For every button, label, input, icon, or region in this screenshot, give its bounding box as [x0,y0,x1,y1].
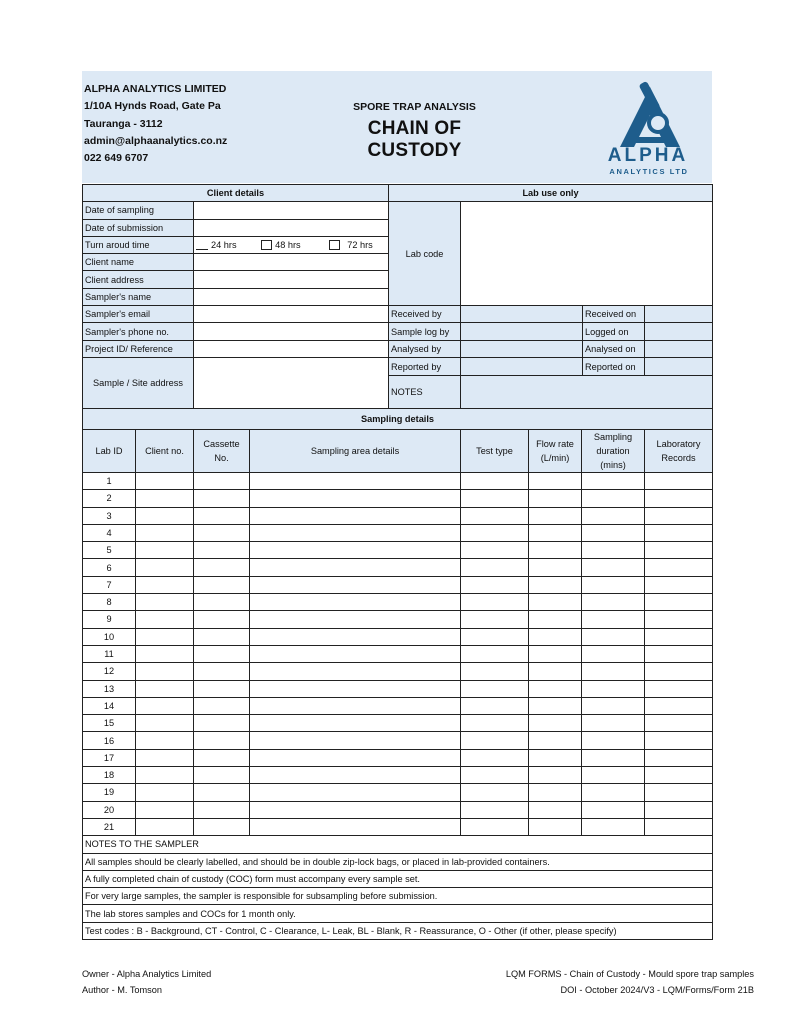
lab-id-cell: 3 [83,507,136,524]
client-no-cell[interactable] [136,680,194,697]
flow-rate-cell[interactable] [529,732,582,749]
client-no-cell[interactable] [136,767,194,784]
cassette-cell[interactable] [194,594,250,611]
turnaround-label: Turn aroud time [83,236,194,253]
sample-row [83,594,713,611]
cassette-cell[interactable] [194,576,250,593]
test-type-cell[interactable] [461,697,529,714]
lab-id-cell: 1 [83,472,136,489]
sample-row [83,507,713,524]
flow-rate-cell[interactable] [529,472,582,489]
duration-cell[interactable] [582,801,645,818]
flow-rate-cell[interactable] [529,767,582,784]
sample-row [83,576,713,593]
records-cell[interactable] [645,594,713,611]
project-ref-label: Project ID/ Reference [83,340,194,357]
cassette-cell[interactable] [194,715,250,732]
test-type-cell[interactable] [461,818,529,835]
client-no-cell[interactable] [136,524,194,541]
sample-row [83,715,713,732]
test-type-cell[interactable] [461,628,529,645]
area-cell[interactable] [250,576,461,593]
duration-cell[interactable] [582,542,645,559]
sample-row [83,784,713,801]
lab-id-cell: 5 [83,542,136,559]
sampler-name-field[interactable] [194,288,389,305]
duration-cell[interactable] [582,818,645,835]
client-name-label: Client name [83,254,194,271]
cassette-cell[interactable] [194,818,250,835]
reported-by-label: Reported by [389,357,461,375]
test-type-cell[interactable] [461,490,529,507]
lab-id-cell: 14 [83,697,136,714]
sample-row [83,472,713,489]
col-records-line1: Laboratory [656,438,701,449]
area-cell[interactable] [250,784,461,801]
duration-cell[interactable] [582,663,645,680]
client-no-cell[interactable] [136,663,194,680]
coc-form [82,184,712,940]
doc-subtitle: SPORE TRAP ANALYSIS [353,101,476,113]
client-no-cell[interactable] [136,784,194,801]
col-lab-records [645,430,713,473]
area-cell[interactable] [250,507,461,524]
cassette-cell[interactable] [194,697,250,714]
duration-cell[interactable] [582,507,645,524]
cassette-cell[interactable] [194,628,250,645]
col-cassette-line1: Cassette [203,438,240,449]
col-flow-rate [529,430,582,473]
duration-cell[interactable] [582,715,645,732]
footer-left [82,967,211,998]
records-cell[interactable] [645,472,713,489]
lab-id-cell: 4 [83,524,136,541]
analysed-on-field[interactable] [645,340,713,357]
records-cell[interactable] [645,611,713,628]
cassette-cell[interactable] [194,559,250,576]
duration-cell[interactable] [582,697,645,714]
company-email: admin@alphaanalytics.co.nz [84,134,228,147]
reported-by-field[interactable] [461,357,583,375]
test-type-cell[interactable] [461,542,529,559]
area-cell[interactable] [250,801,461,818]
sample-row [83,542,713,559]
records-cell[interactable] [645,490,713,507]
records-cell[interactable] [645,542,713,559]
flow-rate-cell[interactable] [529,818,582,835]
lab-id-cell: 20 [83,801,136,818]
client-no-cell[interactable] [136,507,194,524]
flow-rate-cell[interactable] [529,680,582,697]
area-cell[interactable] [250,645,461,662]
sample-row [83,663,713,680]
company-address-line2: Tauranga - 3112 [84,117,163,130]
sample-row [83,818,713,835]
area-cell[interactable] [250,490,461,507]
sampling-table [82,430,713,940]
letterhead [82,71,712,183]
area-cell[interactable] [250,628,461,645]
flow-rate-cell[interactable] [529,801,582,818]
option-24hrs-label: 24 hrs [211,239,237,250]
sampler-phone-field[interactable] [194,323,389,340]
lab-code-label: Lab code [389,202,461,306]
client-no-cell[interactable] [136,542,194,559]
analysed-on-label: Analysed on [583,340,645,357]
client-details-heading: Client details [83,185,389,202]
logged-on-label: Logged on [583,323,645,340]
duration-cell[interactable] [582,490,645,507]
date-submission-field[interactable] [194,219,389,236]
area-cell[interactable] [250,524,461,541]
area-cell[interactable] [250,663,461,680]
duration-cell[interactable] [582,524,645,541]
area-cell[interactable] [250,472,461,489]
company-name: ALPHA ANALYTICS LIMITED [84,83,227,95]
received-on-field[interactable] [645,306,713,323]
footer-owner: Owner - Alpha Analytics Limited [82,969,212,979]
area-cell[interactable] [250,767,461,784]
sample-row [83,490,713,507]
records-cell[interactable] [645,628,713,645]
records-cell[interactable] [645,697,713,714]
lab-id-cell: 10 [83,628,136,645]
checkbox-24hrs[interactable] [196,241,208,250]
duration-cell[interactable] [582,645,645,662]
site-address-label: Sample / Site address [83,357,194,408]
client-no-cell[interactable] [136,490,194,507]
records-cell[interactable] [645,576,713,593]
sampler-email-label: Sampler's email [83,306,194,323]
reported-on-label: Reported on [583,357,645,375]
checkbox-72hrs[interactable] [329,240,340,250]
test-type-cell[interactable] [461,749,529,766]
cassette-cell[interactable] [194,472,250,489]
sample-row [83,767,713,784]
checkbox-48hrs[interactable] [261,240,272,250]
flow-rate-cell[interactable] [529,524,582,541]
col-sampling-area: Sampling area details [250,430,461,473]
test-type-cell[interactable] [461,594,529,611]
area-cell[interactable] [250,594,461,611]
test-type-cell[interactable] [461,507,529,524]
received-by-label: Received by [389,306,461,323]
client-no-cell[interactable] [136,628,194,645]
lab-id-cell: 17 [83,749,136,766]
sampling-details-heading: Sampling details [83,408,713,429]
note-2: A fully completed chain of custody (COC) form must accompany every sample set. [83,870,713,887]
sample-row [83,680,713,697]
test-type-cell[interactable] [461,801,529,818]
duration-cell[interactable] [582,594,645,611]
sample-rows [83,472,713,835]
lab-id-cell: 8 [83,594,136,611]
duration-cell[interactable] [582,732,645,749]
note-5-test-codes: Test codes : B - Background, CT - Control, C - Clearance, L- Leak, BL - Blank, R - Reassurance, O - Other (if other, please specify) [83,922,713,939]
sampler-phone-label: Sampler's phone no. [83,323,194,340]
client-no-cell[interactable] [136,559,194,576]
col-records-line2: Records [661,452,696,463]
lab-id-cell: 2 [83,490,136,507]
test-type-cell[interactable] [461,559,529,576]
lab-id-cell: 11 [83,645,136,662]
test-type-cell[interactable] [461,524,529,541]
sample-row [83,611,713,628]
lab-code-field[interactable] [461,202,713,306]
client-no-cell[interactable] [136,715,194,732]
client-lab-table [82,184,713,430]
sample-row [83,732,713,749]
cassette-cell[interactable] [194,507,250,524]
flow-rate-cell[interactable] [529,645,582,662]
cassette-cell[interactable] [194,663,250,680]
option-48hrs-label: 48 hrs [275,239,301,250]
area-cell[interactable] [250,715,461,732]
col-flow-line1: Flow rate [536,438,574,449]
test-type-cell[interactable] [461,732,529,749]
area-cell[interactable] [250,697,461,714]
note-1: All samples should be clearly labelled, and should be in double zip-lock bags, or placed in lab-provided containers. [83,853,713,870]
sample-row [83,749,713,766]
test-type-cell[interactable] [461,472,529,489]
records-cell[interactable] [645,749,713,766]
client-no-cell[interactable] [136,576,194,593]
cassette-cell[interactable] [194,749,250,766]
col-client-no: Client no. [136,430,194,473]
company-address-line1: 1/10A Hynds Road, Gate Pa [84,100,221,113]
client-no-cell[interactable] [136,697,194,714]
company-block [84,81,227,167]
records-cell[interactable] [645,801,713,818]
area-cell[interactable] [250,680,461,697]
area-cell[interactable] [250,732,461,749]
client-no-cell[interactable] [136,645,194,662]
lab-id-cell: 16 [83,732,136,749]
cassette-cell[interactable] [194,784,250,801]
col-duration-line3: (mins) [600,459,626,470]
col-test-type: Test type [461,430,529,473]
flow-rate-cell[interactable] [529,611,582,628]
client-no-cell[interactable] [136,611,194,628]
sample-row [83,559,713,576]
cassette-cell[interactable] [194,801,250,818]
analysed-by-field[interactable] [461,340,583,357]
lab-id-cell: 6 [83,559,136,576]
records-cell[interactable] [645,680,713,697]
sample-row [83,524,713,541]
option-72hrs-label: 72 hrs [347,239,373,250]
records-cell[interactable] [645,524,713,541]
flow-rate-cell[interactable] [529,697,582,714]
cassette-cell[interactable] [194,645,250,662]
records-cell[interactable] [645,507,713,524]
client-no-cell[interactable] [136,594,194,611]
logo-wordmark: ALPHA [607,145,689,166]
flow-rate-cell[interactable] [529,663,582,680]
records-cell[interactable] [645,645,713,662]
sample-row [83,645,713,662]
company-phone: 022 649 6707 [84,152,149,165]
logged-on-field[interactable] [645,323,713,340]
flow-rate-cell[interactable] [529,628,582,645]
date-sampling-field[interactable] [194,202,389,219]
logo-subtitle: ANALYTICS LTD [609,167,689,176]
sampler-name-label: Sampler's name [83,288,194,305]
note-4: The lab stores samples and COCs for 1 month only. [83,905,713,922]
lab-id-cell: 19 [83,784,136,801]
footer-form-name: LQM FORMS - Chain of Custody - Mould spore trap samples [505,969,754,979]
records-cell[interactable] [645,784,713,801]
duration-cell[interactable] [582,611,645,628]
client-no-cell[interactable] [136,732,194,749]
area-cell[interactable] [250,818,461,835]
col-cassette-no [194,430,250,473]
footer-right [440,967,754,998]
test-type-cell[interactable] [461,645,529,662]
sample-log-by-field[interactable] [461,323,583,340]
duration-cell[interactable] [582,784,645,801]
flow-rate-cell[interactable] [529,749,582,766]
col-cassette-line2: No. [214,452,229,463]
col-duration-line1: Sampling [593,431,633,442]
col-lab-id: Lab ID [83,430,136,473]
test-type-cell[interactable] [461,767,529,784]
flow-rate-cell[interactable] [529,715,582,732]
client-no-cell[interactable] [136,801,194,818]
flow-rate-cell[interactable] [529,542,582,559]
notes-field[interactable] [461,376,713,409]
records-cell[interactable] [645,559,713,576]
lab-id-cell: 9 [83,611,136,628]
cassette-cell[interactable] [194,490,250,507]
test-type-cell[interactable] [461,715,529,732]
area-cell[interactable] [250,611,461,628]
area-cell[interactable] [250,542,461,559]
cassette-cell[interactable] [194,732,250,749]
client-address-label: Client address [83,271,194,288]
lab-id-cell: 12 [83,663,136,680]
flow-rate-cell[interactable] [529,594,582,611]
lab-id-cell: 15 [83,715,136,732]
footer-author: Author - M. Tomson [82,984,162,995]
sampler-email-field[interactable] [194,306,389,323]
flow-rate-cell[interactable] [529,490,582,507]
analysed-by-label: Analysed by [389,340,461,357]
client-no-cell[interactable] [136,818,194,835]
sample-row [83,697,713,714]
records-cell[interactable] [645,732,713,749]
test-type-cell[interactable] [461,784,529,801]
footer-doc-ref: DOI - October 2024/V3 - LQM/Forms/Form 21B [560,984,754,995]
sample-row [83,801,713,818]
records-cell[interactable] [645,818,713,835]
notes-label: NOTES [389,376,461,409]
cassette-cell[interactable] [194,767,250,784]
col-flow-line2: (L/min) [540,452,570,463]
lab-use-heading: Lab use only [389,185,713,202]
cassette-cell[interactable] [194,542,250,559]
client-address-field[interactable] [194,271,389,288]
lab-id-cell: 21 [83,818,136,835]
notes-title: NOTES TO THE SAMPLER [83,836,713,853]
duration-cell[interactable] [582,767,645,784]
received-by-field[interactable] [461,306,583,323]
duration-cell[interactable] [582,749,645,766]
cassette-cell[interactable] [194,524,250,541]
duration-cell[interactable] [582,576,645,593]
test-type-cell[interactable] [461,576,529,593]
test-type-cell[interactable] [461,680,529,697]
records-cell[interactable] [645,715,713,732]
client-no-cell[interactable] [136,472,194,489]
flow-rate-cell[interactable] [529,784,582,801]
lab-id-cell: 7 [83,576,136,593]
test-type-cell[interactable] [461,663,529,680]
flow-rate-cell[interactable] [529,559,582,576]
col-duration-line2: duration [596,445,630,456]
client-no-cell[interactable] [136,749,194,766]
area-cell[interactable] [250,559,461,576]
sample-row [83,628,713,645]
flow-rate-cell[interactable] [529,507,582,524]
client-name-field[interactable] [194,254,389,271]
flow-rate-cell[interactable] [529,576,582,593]
date-sampling-label: Date of sampling [83,202,194,219]
received-on-label: Received on [583,306,645,323]
turnaround-options [194,236,389,253]
duration-cell[interactable] [582,472,645,489]
area-cell[interactable] [250,749,461,766]
sample-log-by-label: Sample log by [389,323,461,340]
doc-title: CHAIN OF CUSTODY [367,118,462,161]
project-ref-field[interactable] [194,340,389,357]
test-type-cell[interactable] [461,611,529,628]
date-submission-label: Date of submission [83,219,194,236]
records-cell[interactable] [645,767,713,784]
note-3: For very large samples, the sampler is responsible for subsampling before submission. [83,888,713,905]
duration-cell[interactable] [582,680,645,697]
duration-cell[interactable] [582,559,645,576]
records-cell[interactable] [645,663,713,680]
reported-on-field[interactable] [645,357,713,375]
duration-cell[interactable] [582,628,645,645]
site-address-field[interactable] [194,357,389,408]
cassette-cell[interactable] [194,680,250,697]
lab-id-cell: 13 [83,680,136,697]
cassette-cell[interactable] [194,611,250,628]
col-duration [582,430,645,473]
lab-id-cell: 18 [83,767,136,784]
